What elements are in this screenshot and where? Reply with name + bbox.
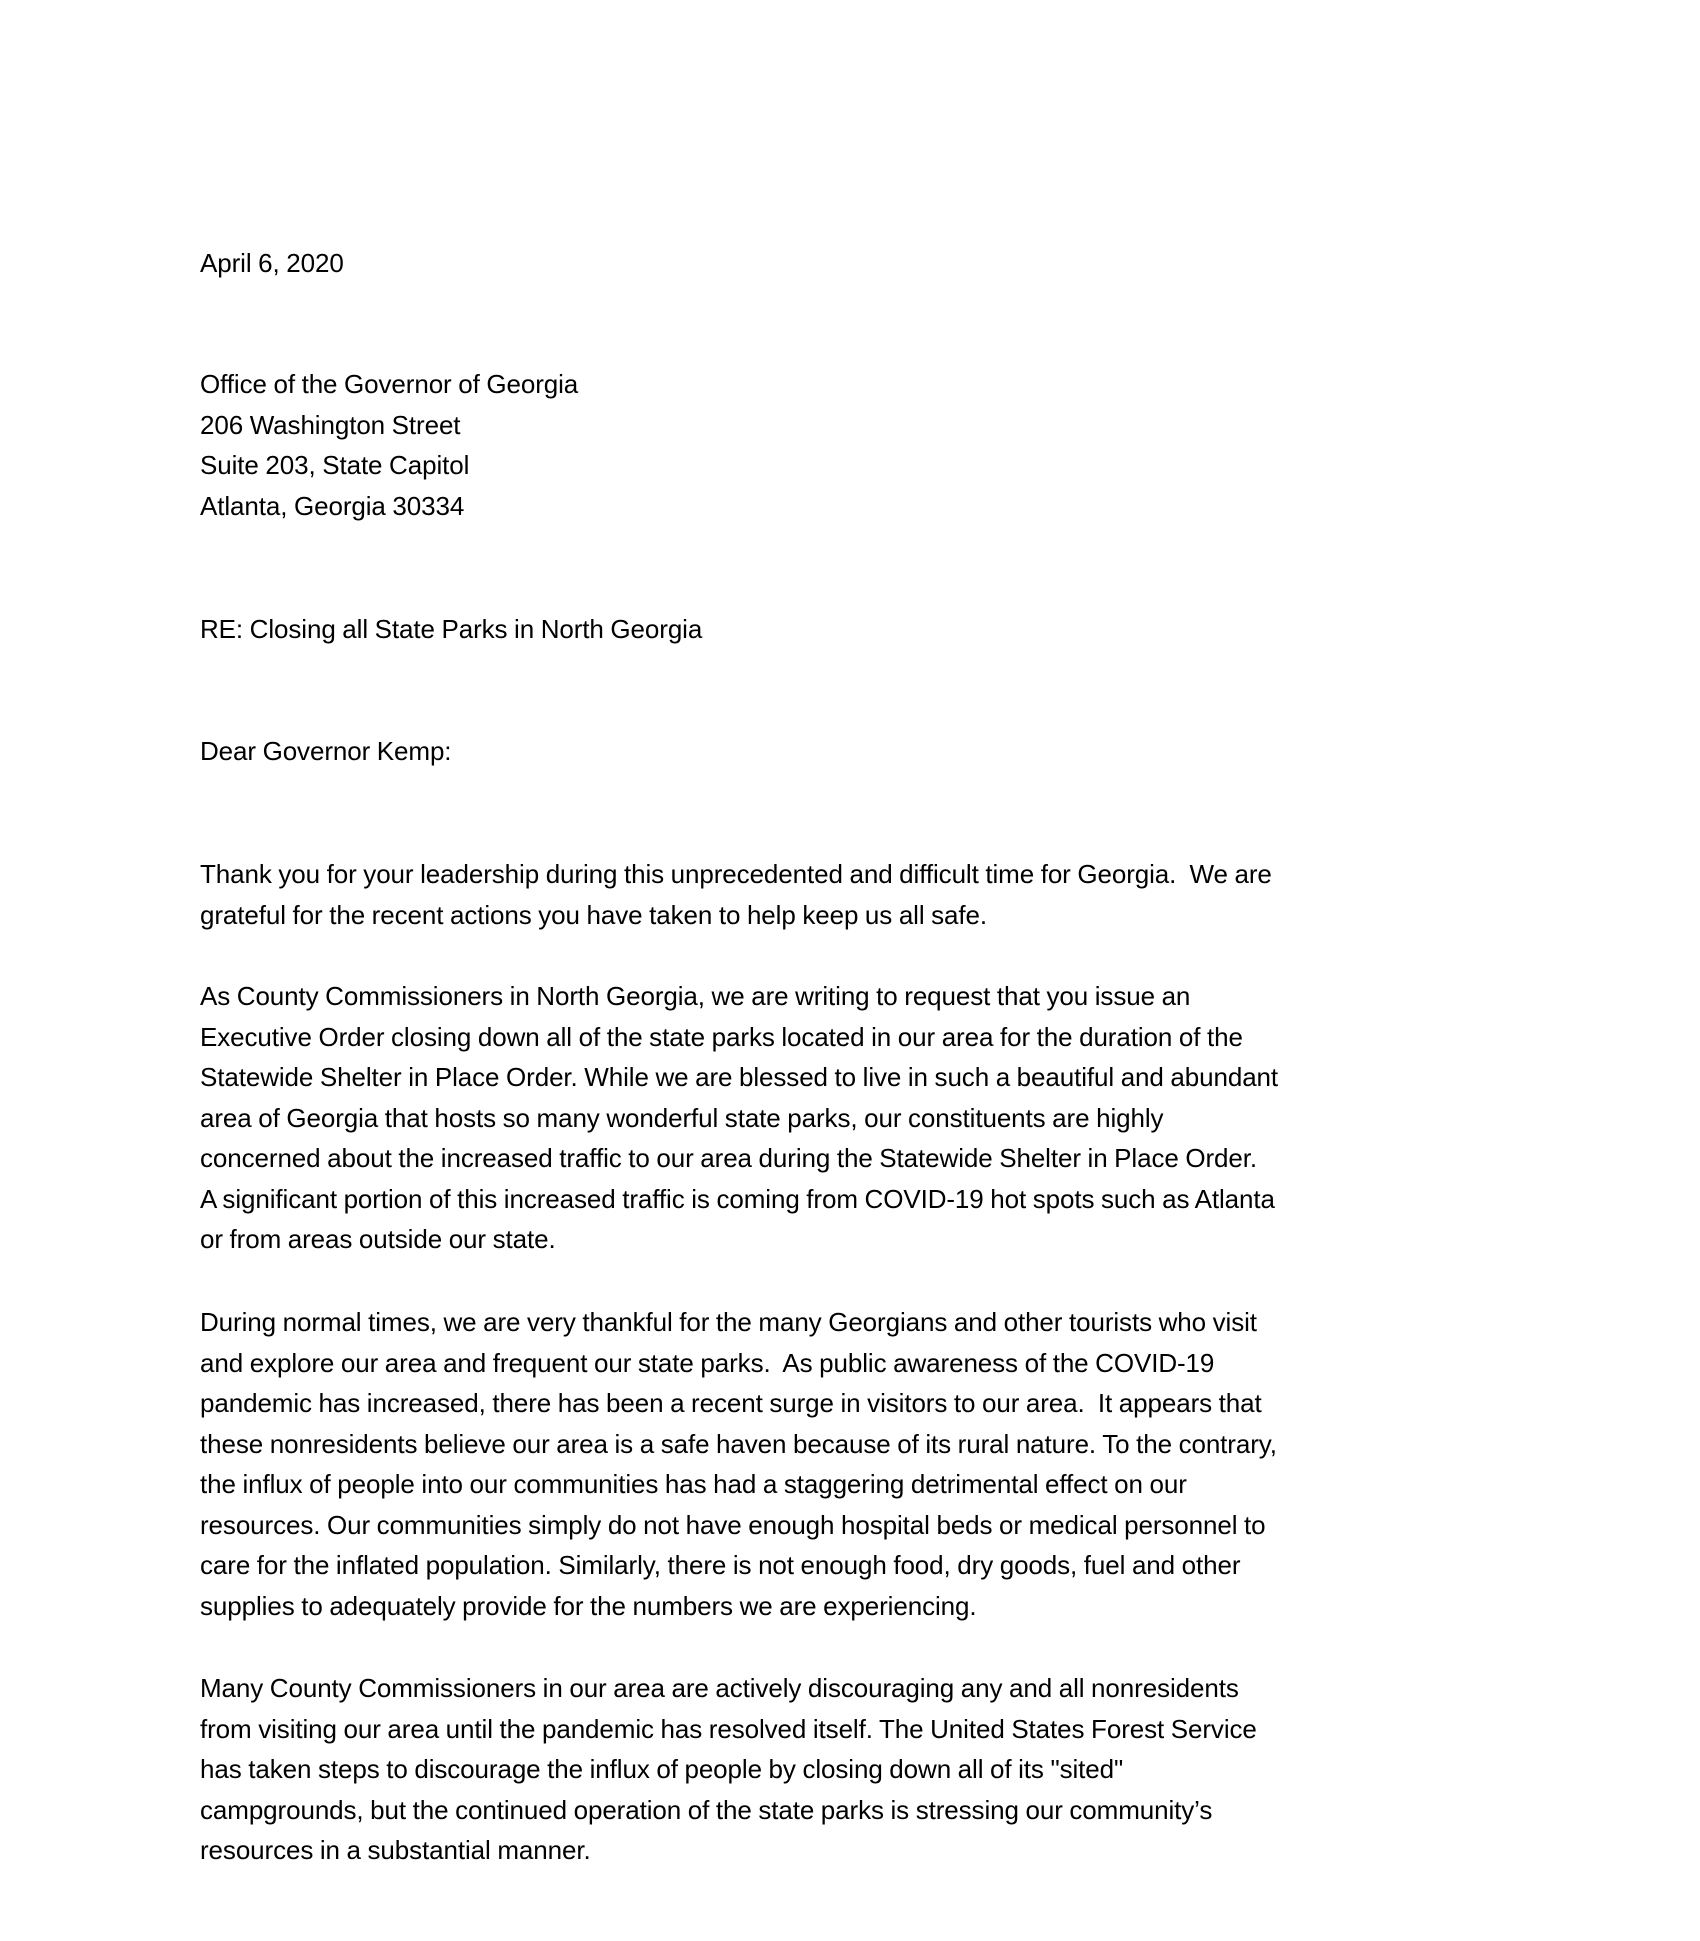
letter-date [200, 243, 344, 284]
subject-text: RE: Closing all State Parks in North Georgia [200, 614, 703, 644]
address-line: Office of the Governor of Georgia [200, 369, 579, 399]
paragraph-line: care for the inflated population. Similarly, there is not enough food, dry goods, fuel and other [200, 1550, 1241, 1580]
paragraph-line: grateful for the recent actions you have taken to help keep us all safe. [200, 899, 988, 930]
paragraph-line: During normal times, we are very thankful for the many Georgians and other tourists who visit [200, 1307, 1257, 1337]
paragraph-line: the influx of people into our communities has had a staggering detrimental effect on our [200, 1469, 1187, 1499]
address-line: 206 Washington Street [200, 409, 461, 440]
paragraph-line: supplies to adequately provide for the numbers we are experiencing. [200, 1590, 977, 1621]
paragraph-gratitude [200, 854, 1272, 935]
paragraph-line: has taken steps to discourage the influx of people by closing down all of its "sited" [200, 1754, 1124, 1784]
paragraph-line: concerned about the increased traffic to our area during the Statewide Shelter in Place Order. [200, 1143, 1257, 1173]
paragraph-line: A significant portion of this increased traffic is coming from COVID-19 hot spots such as Atlanta [200, 1183, 1275, 1214]
paragraph-line: resources in a substantial manner. [200, 1835, 591, 1865]
paragraph-line: Many County Commissioners in our area are actively discouraging any and all nonresidents [200, 1673, 1239, 1703]
paragraph-line: Executive Order closing down all of the state parks located in our area for the duration of the [200, 1021, 1243, 1052]
paragraph-request [200, 976, 1278, 1260]
paragraph-line: campgrounds, but the continued operation of the state parks is stressing our community’s [200, 1794, 1213, 1825]
paragraph-measures [200, 1668, 1257, 1871]
paragraph-line: resources. Our communities simply do not have enough hospital beds or medical personnel to [200, 1509, 1266, 1540]
paragraph-line: Thank you for your leadership during this unprecedented and difficult time for Georgia. We are [200, 859, 1272, 889]
recipient-address [200, 364, 578, 526]
paragraph-line: and explore our area and frequent our state parks. As public awareness of the COVID-19 [200, 1347, 1215, 1378]
paragraph-line: As County Commissioners in North Georgia, we are writing to request that you issue an [200, 981, 1191, 1011]
paragraph-line: Statewide Shelter in Place Order. While we are blessed to live in such a beautiful and abundant [200, 1062, 1279, 1092]
paragraph-line: these nonresidents believe our area is a safe haven because of its rural nature. To the contrary, [200, 1428, 1277, 1459]
address-line: Suite 203, State Capitol [200, 450, 470, 480]
paragraph-impact [200, 1302, 1277, 1626]
salutation-text: Dear Governor Kemp: [200, 736, 452, 766]
date-line: April 6, 2020 [200, 248, 344, 278]
paragraph-line: or from areas outside our state. [200, 1224, 556, 1254]
paragraph-line: pandemic has increased, there has been a recent surge in visitors to our area. It appears that [200, 1388, 1262, 1418]
salutation [200, 731, 451, 772]
paragraph-line: area of Georgia that hosts so many wonderful state parks, our constituents are highly [200, 1102, 1164, 1133]
address-line: Atlanta, Georgia 30334 [200, 490, 465, 521]
paragraph-line: from visiting our area until the pandemic has resolved itself. The United States Forest Service [200, 1713, 1257, 1744]
subject-line [200, 609, 702, 650]
